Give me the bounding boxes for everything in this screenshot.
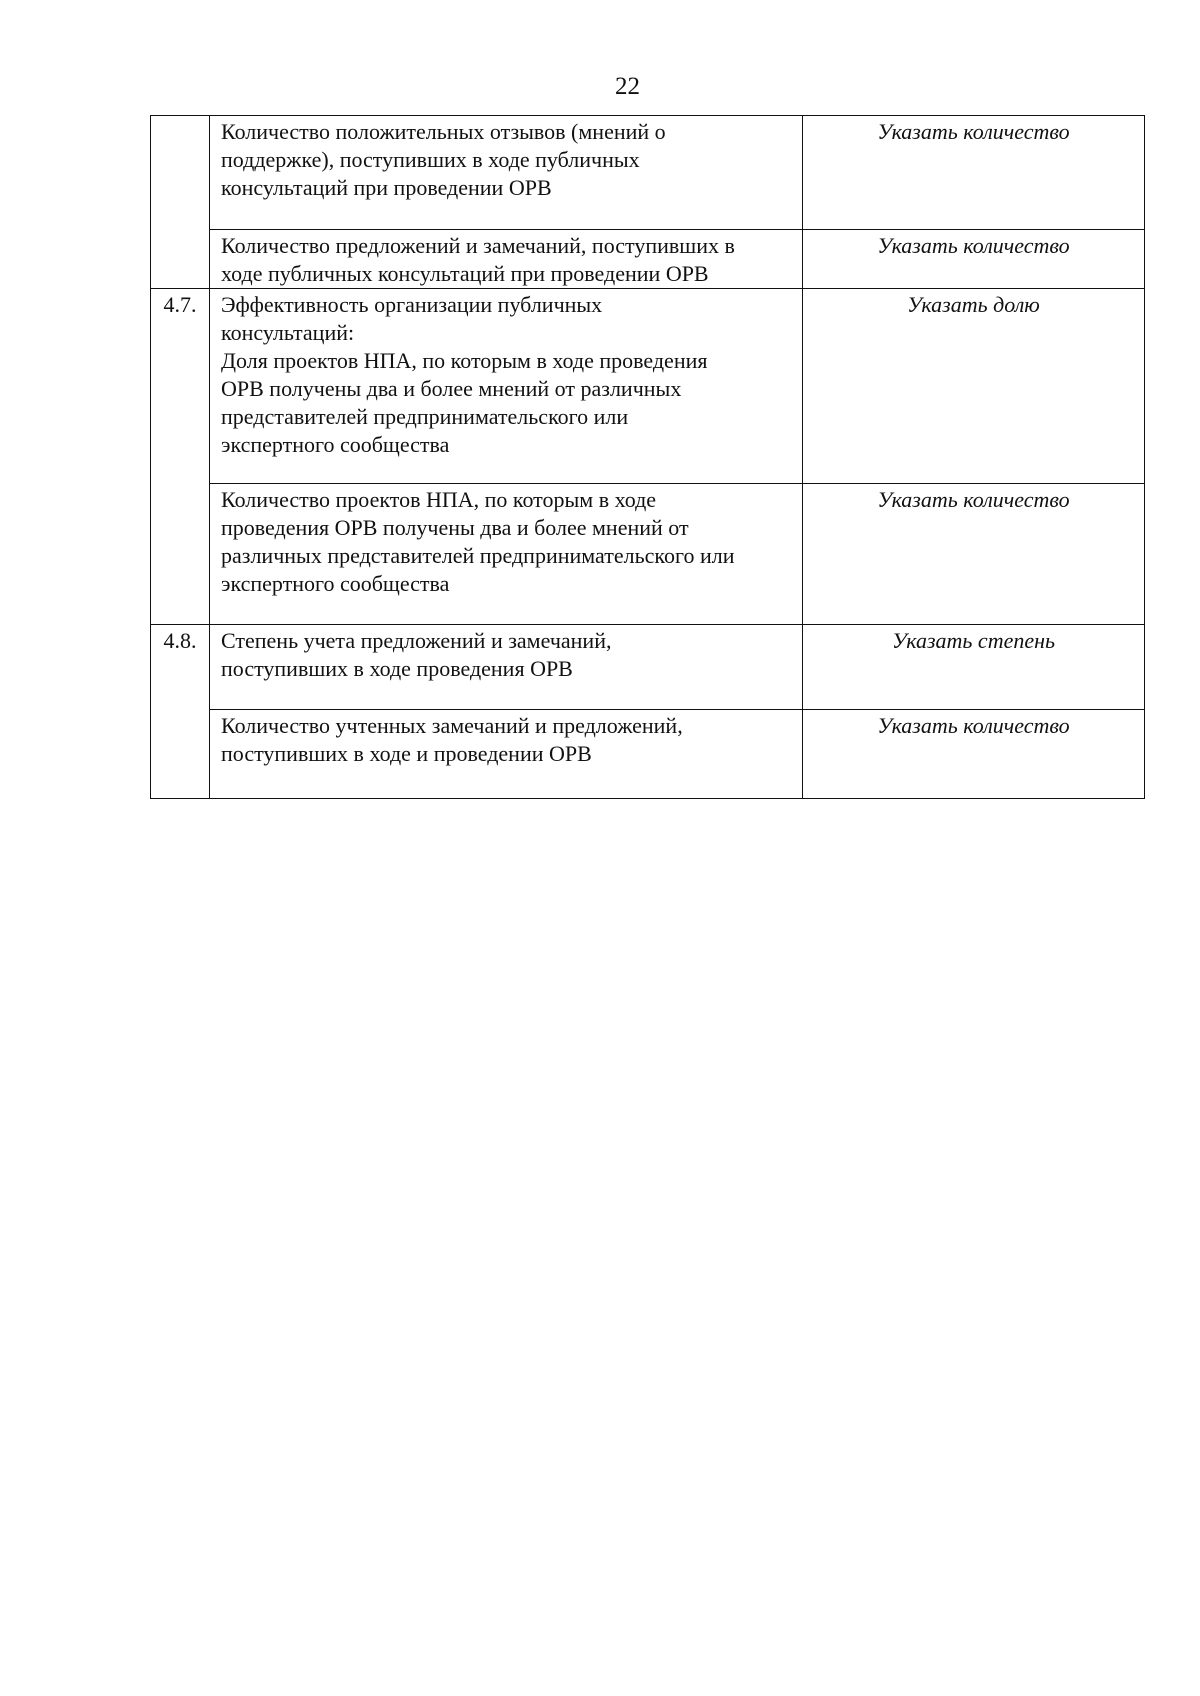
row-number-cell [151, 289, 210, 625]
description-line: проведения ОРВ получены два и более мнений от [221, 515, 689, 540]
description-line: экспертного сообщества [221, 571, 450, 596]
description-cell [210, 484, 803, 625]
indicators-table [150, 115, 1145, 799]
value-instruction: Указать долю [907, 292, 1040, 317]
description-line: Количество предложений и замечаний, поступивших в [221, 233, 735, 258]
row-number: 4.7. [163, 292, 197, 317]
table-row [151, 484, 1145, 625]
description-line: Количество учтенных замечаний и предложений, [221, 713, 683, 738]
value-instruction: Указать количество [877, 119, 1070, 144]
value-cell [803, 710, 1145, 799]
description-cell [210, 625, 803, 710]
value-instruction: Указать количество [877, 713, 1070, 738]
description-line: консультаций: [221, 320, 355, 345]
description-line: Количество положительных отзывов (мнений о [221, 119, 666, 144]
value-instruction: Указать степень [891, 628, 1056, 653]
description-line: Степень учета предложений и замечаний, [221, 628, 612, 653]
value-cell [803, 484, 1145, 625]
description-line: экспертного сообщества [221, 432, 450, 457]
value-cell [803, 116, 1145, 230]
description-cell [210, 116, 803, 230]
value-cell [803, 289, 1145, 484]
description-line: ОРВ получены два и более мнений от различных [221, 376, 682, 401]
description-cell [210, 230, 803, 289]
description-line: ходе публичных консультаций при проведении ОРВ [221, 261, 709, 286]
table-row [151, 625, 1145, 710]
value-cell [803, 625, 1145, 710]
table-row [151, 230, 1145, 289]
table-row [151, 289, 1145, 484]
description-cell [210, 710, 803, 799]
row-number: 4.8. [163, 628, 197, 653]
row-number-cell [151, 625, 210, 799]
description-line: Количество проектов НПА, по которым в ходе [221, 487, 657, 512]
description-line: поступивших в ходе проведения ОРВ [221, 656, 573, 681]
description-line: Доля проектов НПА, по которым в ходе проведения [221, 348, 708, 373]
description-line: поддержке), поступивших в ходе публичных [221, 147, 640, 172]
description-line: консультаций при проведении ОРВ [221, 175, 552, 200]
value-instruction: Указать количество [877, 487, 1070, 512]
description-line: различных представителей предпринимательского или [221, 543, 735, 568]
value-cell [803, 230, 1145, 289]
table-row [151, 116, 1145, 230]
table-row [151, 710, 1145, 799]
description-line: представителей предпринимательского или [221, 404, 629, 429]
description-line: поступивших в ходе и проведении ОРВ [221, 741, 592, 766]
description-cell [210, 289, 803, 484]
description-line: Эффективность организации публичных [221, 292, 603, 317]
value-instruction: Указать количество [877, 233, 1070, 258]
row-number-cell [151, 116, 210, 289]
page-number: 22 [615, 73, 640, 100]
